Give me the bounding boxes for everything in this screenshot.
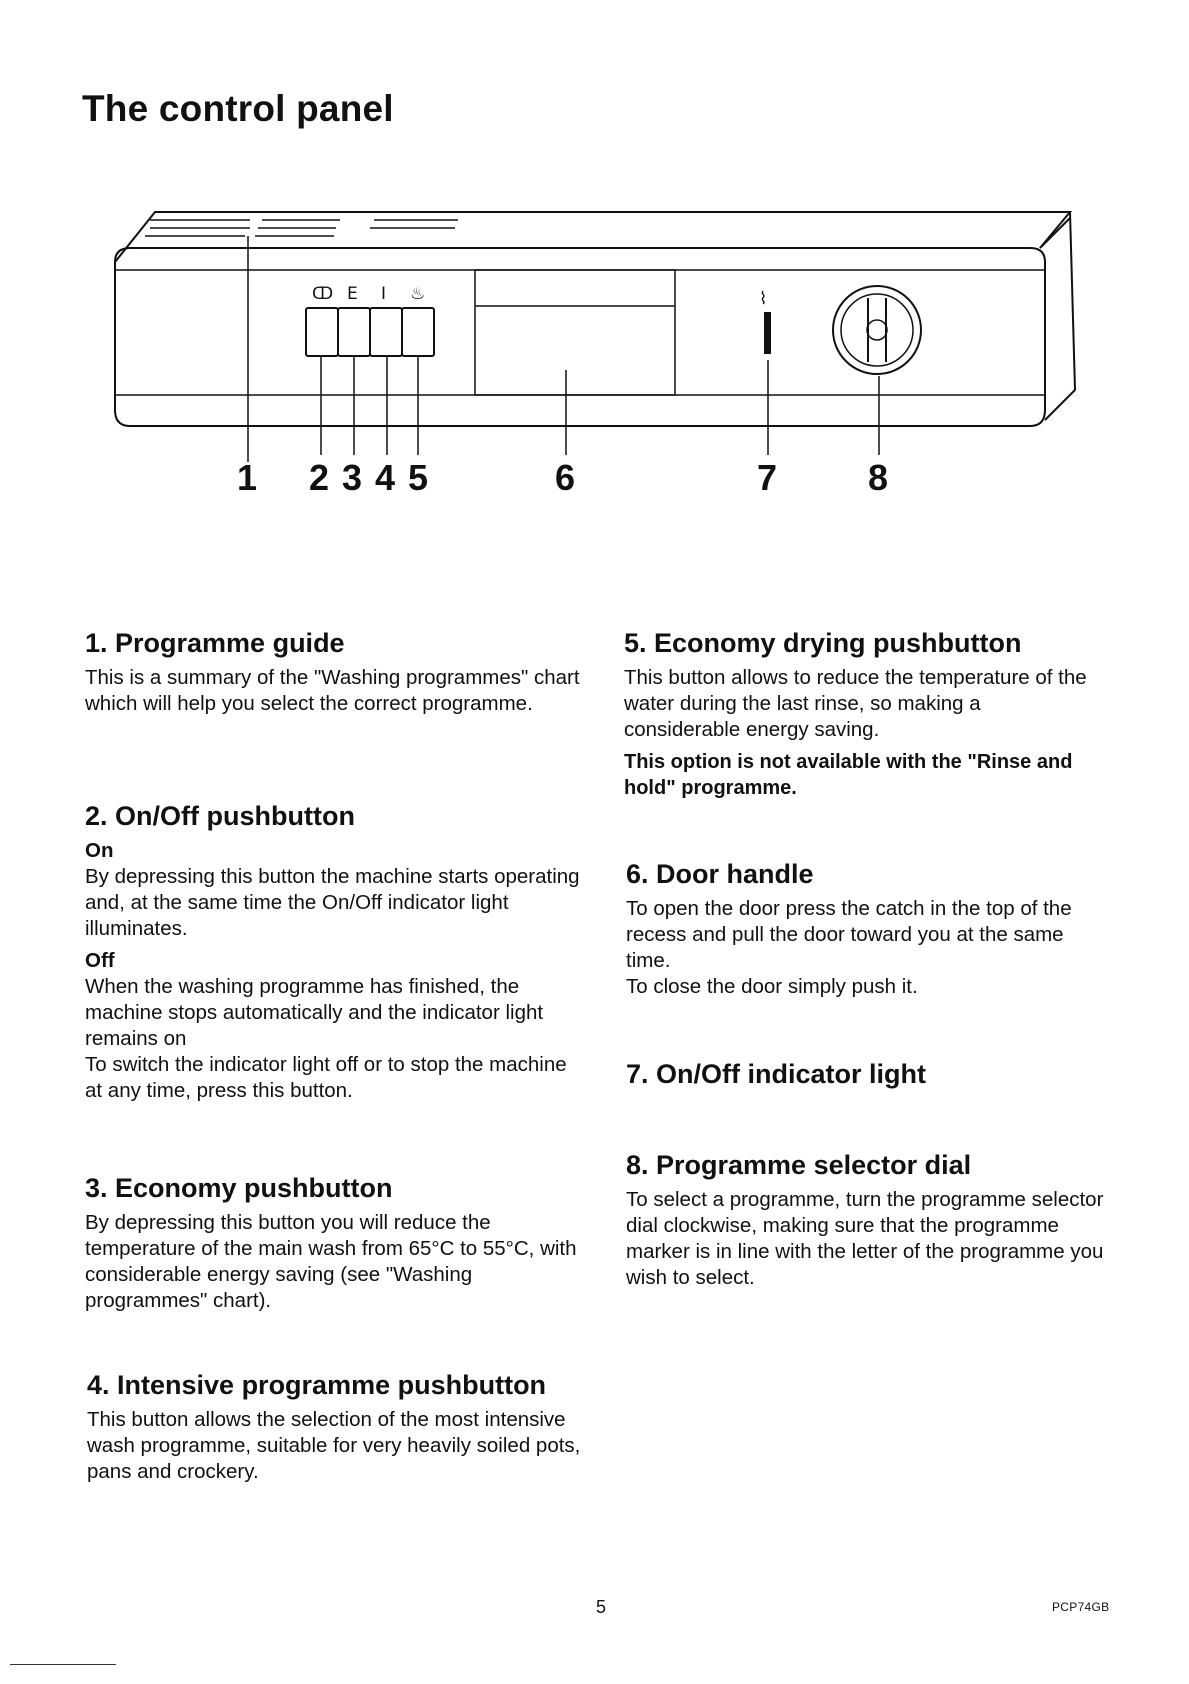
off-text-2: To switch the indicator light off or to stop the machine at any time, press this button.	[85, 1053, 567, 1102]
off-text: When the washing programme has finished, the machine stops automatically and the indicator light remains on	[85, 975, 544, 1050]
section-economy-drying	[624, 628, 1094, 801]
intensive-pushbutton	[370, 308, 402, 356]
callout-5: 5	[408, 457, 429, 498]
panel-top-face	[115, 212, 1070, 262]
section-programme-selector	[626, 1150, 1106, 1291]
onoff-indicator-light	[764, 312, 771, 354]
page-title: The control panel	[82, 88, 394, 129]
section-text-2: To close the door simply push it.	[626, 975, 918, 998]
section-text: To open the door press the catch in the top of the recess and pull the door toward you at the same time.	[626, 897, 1072, 972]
callout-2: 2	[309, 457, 330, 498]
economy-drying-symbol: ♨	[410, 284, 426, 304]
section-text: This button allows the selection of the most intensive wash programme, suitable for very heavily soiled pots, pans and crockery.	[87, 1408, 581, 1483]
panel-front-inner	[115, 270, 1045, 395]
control-panel-diagram	[0, 0, 1189, 520]
section-text: To select a programme, turn the programme selector dial clockwise, making sure that the programme marker is in line with the letter of the programme you wish to select.	[626, 1188, 1104, 1289]
document-code: PCP74GB	[1052, 1600, 1110, 1614]
on-label: On	[85, 839, 114, 862]
section-heading: 6. Door handle	[626, 859, 814, 889]
section-text: This button allows to reduce the temperature of the water during the last rinse, so making a considerable energy saving.	[624, 666, 1087, 741]
off-label: Off	[85, 949, 115, 972]
footer-rule	[10, 1664, 116, 1665]
section-note: This option is not available with the "Rinse and hold" programme.	[624, 751, 1073, 799]
on-text: By depressing this button the machine starts operating and, at the same time the On/Off indicator light illuminates.	[85, 865, 580, 940]
page-number: 5	[596, 1597, 607, 1617]
section-door-handle	[626, 859, 1106, 1000]
economy-symbol: E	[347, 284, 358, 304]
section-text: This is a summary of the "Washing programmes" chart which will help you select the correct programme.	[85, 666, 580, 715]
section-heading: 8. Programme selector dial	[626, 1150, 972, 1180]
callout-1: 1	[237, 457, 258, 498]
section-heading: 4. Intensive programme pushbutton	[87, 1370, 547, 1400]
section-heading: 3. Economy pushbutton	[85, 1173, 393, 1203]
callout-6: 6	[555, 457, 576, 498]
section-text: By depressing this button you will reduce the temperature of the main wash from 65°C to 55°C, with considerable energy saving (see "Washing programmes" chart).	[85, 1211, 577, 1312]
section-onoff-pushbutton	[85, 801, 585, 1104]
section-programme-guide	[85, 628, 585, 717]
programme-selector-dial	[833, 286, 921, 374]
onoff-pushbutton	[306, 308, 338, 356]
intensive-symbol: I	[381, 284, 387, 304]
economy-drying-pushbutton	[402, 308, 434, 356]
section-heading: 5. Economy drying pushbutton	[624, 628, 1022, 658]
callout-4: 4	[375, 457, 396, 498]
indicator-symbol: ⌇	[759, 289, 768, 309]
section-heading: 7. On/Off indicator light	[626, 1059, 926, 1089]
door-handle-recess	[475, 270, 675, 395]
section-intensive-pushbutton	[87, 1370, 587, 1485]
panel-front-face	[115, 248, 1045, 426]
section-heading: 1. Programme guide	[85, 628, 345, 658]
section-onoff-indicator	[626, 1059, 1106, 1096]
callout-7: 7	[757, 457, 778, 498]
callout-3: 3	[342, 457, 363, 498]
economy-pushbutton	[338, 308, 370, 356]
panel-top-lines	[145, 220, 458, 236]
section-heading: 2. On/Off pushbutton	[85, 801, 355, 831]
section-economy-pushbutton	[85, 1173, 585, 1314]
onoff-symbol: ↀ	[312, 284, 334, 304]
callout-8: 8	[868, 457, 889, 498]
